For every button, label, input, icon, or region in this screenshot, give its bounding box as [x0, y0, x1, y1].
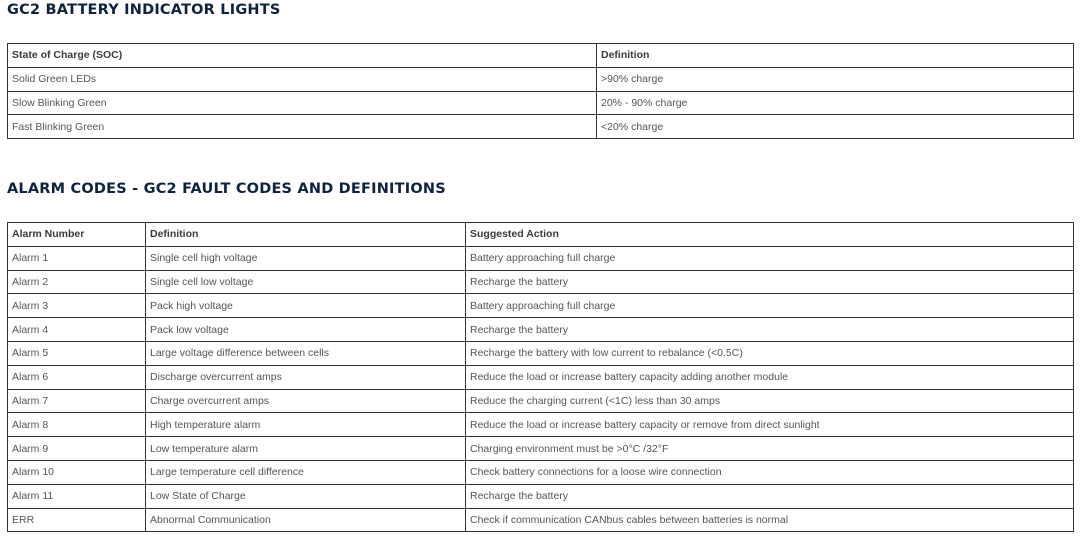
definition-cell: 20% - 90% charge [597, 91, 1074, 115]
definition-cell: >90% charge [597, 67, 1074, 91]
definition-cell: <20% charge [597, 115, 1074, 139]
suggested-action-cell: Check if communication CANbus cables between batteries is normal [466, 508, 1074, 532]
table-row [8, 437, 1074, 461]
table-row [8, 67, 1074, 91]
column-header-suggested-action: Suggested Action [466, 223, 1074, 247]
suggested-action-cell: Recharge the battery [466, 484, 1074, 508]
battery-indicator-heading: GC2 BATTERY INDICATOR LIGHTS [7, 2, 281, 18]
column-header-definition: Definition [146, 223, 466, 247]
definition-cell: Abnormal Communication [146, 508, 466, 532]
table-row [8, 318, 1074, 342]
soc-cell: Slow Blinking Green [8, 91, 597, 115]
suggested-action-cell: Battery approaching full charge [466, 294, 1074, 318]
column-header-alarm-number: Alarm Number [8, 223, 146, 247]
table-row [8, 365, 1074, 389]
definition-cell: Large temperature cell difference [146, 460, 466, 484]
suggested-action-cell: Recharge the battery with low current to rebalance (<0.5C) [466, 341, 1074, 365]
alarm-number-cell: Alarm 3 [8, 294, 146, 318]
table-row [8, 508, 1074, 532]
table-row [8, 91, 1074, 115]
alarm-number-cell: Alarm 8 [8, 413, 146, 437]
table-row [8, 460, 1074, 484]
suggested-action-cell: Recharge the battery [466, 270, 1074, 294]
table-row [8, 294, 1074, 318]
suggested-action-cell: Reduce the charging current (<1C) less than 30 amps [466, 389, 1074, 413]
definition-cell: Discharge overcurrent amps [146, 365, 466, 389]
table-row [8, 413, 1074, 437]
alarm-codes-table [7, 222, 1074, 532]
definition-cell: Low temperature alarm [146, 437, 466, 461]
table-row [8, 115, 1074, 139]
definition-cell: Pack high voltage [146, 294, 466, 318]
alarm-number-cell: Alarm 2 [8, 270, 146, 294]
suggested-action-cell: Check battery connections for a loose wire connection [466, 460, 1074, 484]
alarm-number-cell: Alarm 5 [8, 341, 146, 365]
alarm-number-cell: Alarm 9 [8, 437, 146, 461]
table-row [8, 270, 1074, 294]
definition-cell: Pack low voltage [146, 318, 466, 342]
definition-cell: High temperature alarm [146, 413, 466, 437]
alarm-number-cell: Alarm 1 [8, 246, 146, 270]
table-row [8, 246, 1074, 270]
alarm-number-cell: Alarm 11 [8, 484, 146, 508]
alarm-number-cell: Alarm 6 [8, 365, 146, 389]
suggested-action-cell: Recharge the battery [466, 318, 1074, 342]
alarm-number-cell: ERR [8, 508, 146, 532]
table-row [8, 341, 1074, 365]
definition-cell: Single cell low voltage [146, 270, 466, 294]
definition-cell: Charge overcurrent amps [146, 389, 466, 413]
alarm-codes-heading: ALARM CODES - GC2 FAULT CODES AND DEFINITIONS [7, 181, 446, 197]
column-header-definition: Definition [597, 44, 1074, 68]
column-header-soc: State of Charge (SOC) [8, 44, 597, 68]
table-row [8, 389, 1074, 413]
suggested-action-cell: Charging environment must be >0°C /32°F [466, 437, 1074, 461]
battery-indicator-table [7, 43, 1074, 139]
table-header-row [8, 223, 1074, 247]
suggested-action-cell: Battery approaching full charge [466, 246, 1074, 270]
suggested-action-cell: Reduce the load or increase battery capacity or remove from direct sunlight [466, 413, 1074, 437]
soc-cell: Fast Blinking Green [8, 115, 597, 139]
table-row [8, 484, 1074, 508]
definition-cell: Large voltage difference between cells [146, 341, 466, 365]
definition-cell: Low State of Charge [146, 484, 466, 508]
suggested-action-cell: Reduce the load or increase battery capacity adding another module [466, 365, 1074, 389]
table-header-row [8, 44, 1074, 68]
definition-cell: Single cell high voltage [146, 246, 466, 270]
alarm-number-cell: Alarm 10 [8, 460, 146, 484]
alarm-number-cell: Alarm 4 [8, 318, 146, 342]
soc-cell: Solid Green LEDs [8, 67, 597, 91]
alarm-number-cell: Alarm 7 [8, 389, 146, 413]
